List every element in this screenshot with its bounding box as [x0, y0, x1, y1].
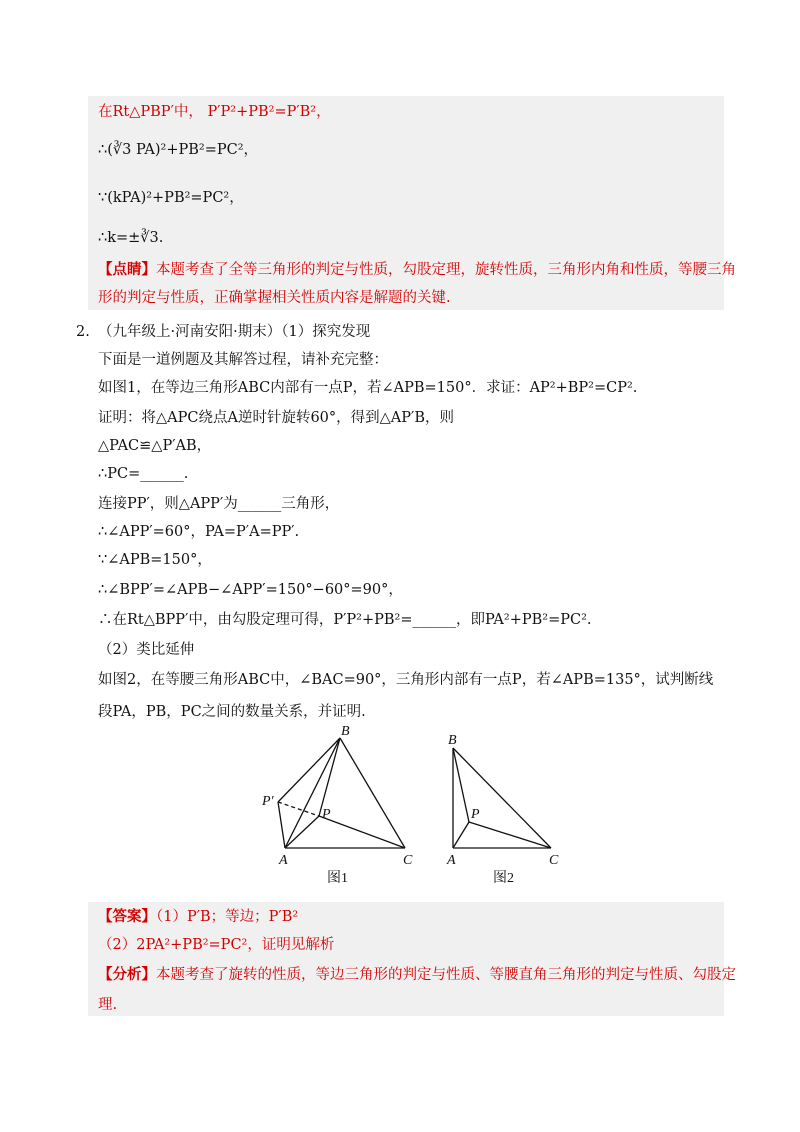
fig2-label-a: A: [447, 853, 456, 868]
problem-statement: 如图1，在等边三角形ABC内部有一点P，若∠APB=150°．求证：AP²+BP²=CP².: [98, 380, 638, 396]
proof-line-8: ∴在Rt△BPP′中，由勾股定理可得，P′P²+PB²=______，即PA²+PB²=PC².: [98, 612, 592, 628]
fig1-edge-ab: [285, 738, 340, 848]
proof-line-5: ∴∠APP′=60°，PA=P′A=PP′.: [98, 524, 300, 540]
solution-line-3: ∵(kPA)²+PB²=PC²，: [98, 190, 244, 206]
fig1-edge-bc: [340, 738, 405, 848]
solution-line-4: ∴k=±∛3.: [98, 230, 164, 246]
problem-intro: 下面是一道例题及其解答过程，请补充完整：: [98, 352, 388, 368]
fig1-label-p1: P′: [262, 794, 274, 809]
fig1-edge-pp1: [278, 802, 319, 816]
analysis-line-1: [98, 965, 736, 985]
proof-line-7: ∴∠BPP′=∠APB−∠APP′=150°−60°=90°，: [98, 582, 403, 598]
comment-text: 本题考查了全等三角形的判定与性质，勾股定理，旋转性质，三角形内角和性质，等腰三角: [156, 262, 736, 278]
fig1-label-a: A: [279, 853, 288, 868]
subquestion-2-line-2: 段PA，PB，PC之间的数量关系，并证明.: [98, 704, 366, 720]
proof-line-1: 证明：将△APC绕点A逆时针旋转60°，得到△AP′B，则: [98, 410, 454, 426]
fig2-caption: 图2: [493, 871, 514, 886]
answer-label: 【答案】: [98, 908, 156, 925]
fig1-edge-pa: [285, 816, 319, 848]
proof-line-3: ∴PC=______.: [98, 466, 189, 482]
problem-number: 2.: [76, 324, 90, 340]
fig1-edge-p1b: [278, 738, 340, 802]
fig1-edge-p1a: [278, 802, 285, 848]
proof-line-4: 连接PP′，则△APP′为______三角形，: [98, 496, 340, 512]
fig1-label-b: B: [341, 724, 350, 739]
fig1-edge-pc: [319, 816, 405, 848]
fig1-label-p: P: [322, 807, 331, 822]
fig2-edge-pb: [453, 748, 469, 822]
answer-line-1: [98, 907, 298, 927]
comment-line-1: [98, 260, 736, 280]
fig1-caption: 图1: [327, 871, 348, 886]
figure-1: [278, 738, 405, 848]
analysis-label: 【分析】: [98, 966, 156, 983]
fig2-edge-pa: [453, 822, 469, 848]
problem-source: （九年级上·河南安阳·期末）（1）探究发现: [98, 324, 371, 340]
figure-2: [453, 748, 551, 848]
analysis-line-2: 理.: [98, 997, 118, 1013]
geometry-figures: [255, 722, 575, 890]
fig1-label-c: C: [403, 853, 413, 868]
analysis-text: 本题考查了旋转的性质，等边三角形的判定与性质、等腰直角三角形的判定与性质、勾股定: [156, 967, 736, 983]
answer-line-2: （2）2PA²+PB²=PC²，证明见解析: [98, 937, 335, 953]
proof-line-2: △PAC≌△P′AB，: [98, 438, 212, 454]
fig2-label-p: P: [471, 807, 480, 822]
proof-line-6: ∵∠APB=150°，: [98, 552, 212, 568]
comment-line-2: 形的判定与性质，正确掌握相关性质内容是解题的关键.: [98, 290, 451, 306]
comment-label: 【点睛】: [98, 261, 156, 278]
fig2-label-b: B: [448, 733, 457, 748]
fig2-label-c: C: [549, 853, 559, 868]
subquestion-2-title: （2）类比延伸: [98, 642, 195, 658]
answer-part-1: （1）P′B；等边；P′B²: [156, 909, 299, 925]
solution-line-2: ∴(∛3 PA)²+PB²=PC²，: [98, 142, 259, 158]
solution-line-1: 在Rt△PBP′中， P′P²+PB²=P′B²，: [98, 104, 331, 120]
subquestion-2-line-1: 如图2，在等腰三角形ABC中，∠BAC=90°，三角形内部有一点P，若∠APB=135°，试判断线: [98, 672, 714, 688]
